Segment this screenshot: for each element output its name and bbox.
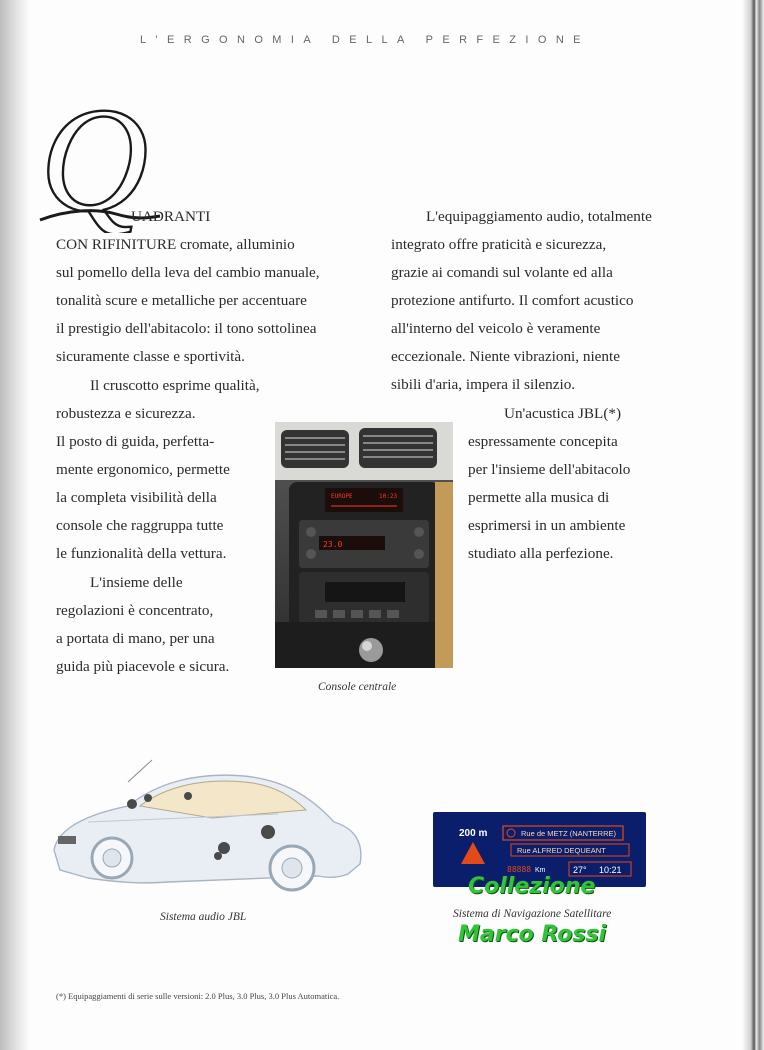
- left-line: CON RIFINITURE cromate, alluminio: [56, 236, 295, 253]
- warning-icon: [461, 842, 485, 864]
- radio-display-line2: 10:23: [379, 493, 398, 500]
- console-caption: Console centrale: [318, 681, 397, 693]
- dropcap-letter: Q: [40, 98, 149, 233]
- nav-time: 10:21: [599, 865, 622, 875]
- turn-icon: [507, 829, 515, 837]
- right-line: L'equipaggiamento audio, totalmente: [426, 208, 652, 225]
- nav-distance: 200 m: [459, 828, 488, 839]
- left-line: robustezza e sicurezza.: [56, 405, 196, 422]
- left-line: le funzionalità della vettura.: [56, 545, 227, 562]
- left-line: tonalità scure e metalliche per accentuare: [56, 292, 307, 309]
- console-photo: [275, 422, 453, 668]
- left-line: a portata di mano, per una: [56, 630, 215, 647]
- nav-street2: Rue ALFRED DEQUEANT: [517, 846, 606, 855]
- right-line: all'interno del veicolo è veramente: [391, 320, 601, 337]
- left-line: mente ergonomico, permette: [56, 461, 230, 478]
- left-line: sicuramente classe e sportività.: [56, 348, 245, 365]
- nav-temperature: 27°: [573, 865, 587, 875]
- right-line: esprimersi in un ambiente: [468, 517, 626, 534]
- right-line: Un'acustica JBL(*): [504, 405, 622, 422]
- left-line: il prestigio dell'abitacolo: il tono sottolinea: [56, 320, 317, 337]
- page-header: L'ERGONOMIA DELLA PERFEZIONE: [140, 34, 590, 46]
- watermark-line2: Marco Rossi: [458, 922, 607, 947]
- car-caption: Sistema audio JBL: [160, 911, 247, 923]
- right-line: studiato alla perfezione.: [468, 545, 614, 562]
- left-line: regolazioni è concentrato,: [56, 602, 214, 619]
- right-line: sibili d'aria, impera il silenzio.: [391, 376, 576, 393]
- nav-street1: Rue de METZ (NANTERRE): [521, 829, 617, 838]
- left-line: UADRANTI: [131, 208, 211, 225]
- nav-caption: Sistema di Navigazione Satellitare: [453, 908, 612, 920]
- page-binding-shadow: [0, 0, 30, 1050]
- left-line: Il cruscotto esprime qualità,: [90, 377, 260, 394]
- climate-display: 23.0: [323, 540, 343, 549]
- right-line: eccezionale. Niente vibrazioni, niente: [391, 348, 620, 365]
- car-audio-illustration: [48, 752, 368, 900]
- right-line: espressamente concepita: [468, 433, 618, 450]
- console-illustration: [275, 422, 453, 668]
- nav-odometer: 88888: [507, 865, 532, 874]
- right-line: integrato offre praticità e sicurezza,: [391, 236, 607, 253]
- right-line: grazie ai comandi sul volante ed alla: [391, 264, 613, 281]
- left-line: guida più piacevole e sicura.: [56, 658, 230, 675]
- right-line: protezione antifurto. Il comfort acustico: [391, 292, 634, 309]
- footnote: (*) Equipaggiamenti di serie sulle versioni: 2.0 Plus, 3.0 Plus, 3.0 Plus Automatica.: [56, 991, 340, 1001]
- right-line: per l'insieme dell'abitacolo: [468, 461, 631, 478]
- right-line: permette alla musica di: [468, 489, 610, 506]
- page-edge: [742, 0, 764, 1050]
- left-line: sul pomello della leva del cambio manuale,: [56, 264, 320, 281]
- watermark-line1: Collezione: [468, 874, 596, 899]
- nav-odometer-unit: Km: [535, 867, 546, 874]
- radio-display-line1: EUROPE: [331, 493, 353, 500]
- left-line: console che raggruppa tutte: [56, 517, 224, 534]
- left-line: la completa visibilità della: [56, 489, 217, 506]
- left-line: Il posto di guida, perfetta-: [56, 433, 215, 450]
- left-line: L'insieme delle: [90, 574, 183, 591]
